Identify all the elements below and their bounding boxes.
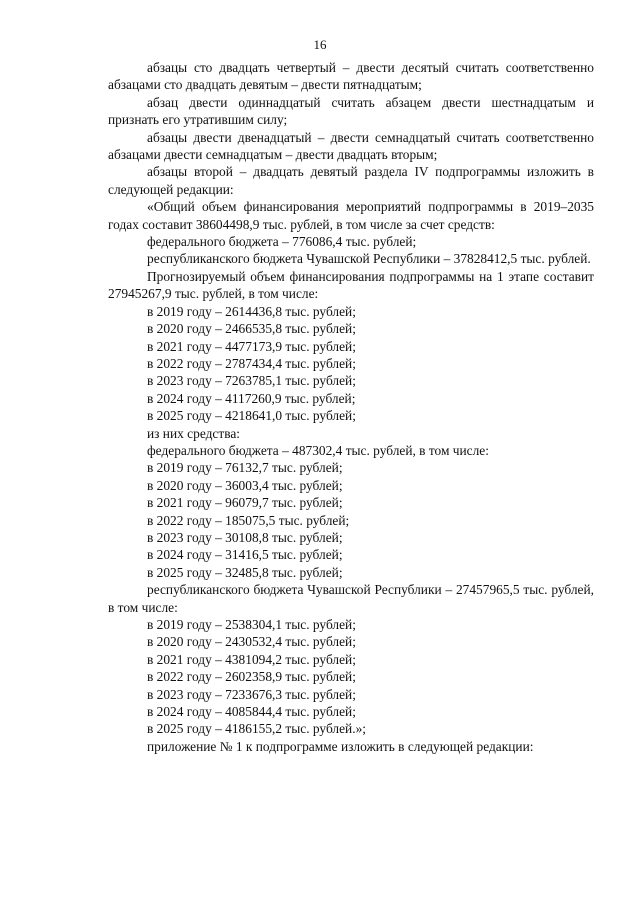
paragraph: абзацы двести двенадцатый – двести семнадцатый считать соответственно абзацами двести семнадцатым – двести двадцать вторым; [108, 129, 594, 163]
paragraph: в 2020 году – 36003,4 тыс. рублей; [147, 477, 343, 493]
paragraph: абзац двести одиннадцатый считать абзацем двести шестнадцатым и признать его утратившим силу; [108, 94, 594, 128]
paragraph: в 2019 году – 2614436,8 тыс. рублей; [147, 303, 356, 319]
paragraph: в 2022 году – 2602358,9 тыс. рублей; [147, 669, 356, 685]
paragraph: «Общий объем финансирования мероприятий подпрограммы в 2019–2035 годах составит 38604498,9 тыс. рублей, в том числе за счет средств: [108, 199, 594, 232]
paragraph: в 2019 году – 76132,7 тыс. рублей; [147, 460, 343, 476]
paragraph: республиканского бюджета Чувашской Республики – 37828412,5 тыс. рублей. [147, 251, 591, 267]
page-number: 16 [313, 37, 327, 52]
paragraph: в 2024 году – 31416,5 тыс. рублей; [147, 547, 343, 563]
paragraph: в 2021 году – 96079,7 тыс. рублей; [147, 495, 343, 511]
paragraph: в 2020 году – 2430532,4 тыс. рублей; [147, 634, 356, 650]
paragraph: в 2023 году – 30108,8 тыс. рублей; [147, 529, 343, 545]
paragraph: в 2020 году – 2466535,8 тыс. рублей; [147, 321, 356, 337]
paragraph: в 2021 году – 4381094,2 тыс. рублей; [147, 651, 356, 667]
paragraph: в 2025 году – 4186155,2 тыс. рублей.»; [147, 721, 366, 737]
paragraph: в 2025 году – 32485,8 тыс. рублей; [147, 564, 343, 580]
paragraph: федерального бюджета – 487302,4 тыс. рублей, в том числе: [147, 442, 489, 458]
paragraph: из них средства: [147, 425, 241, 441]
paragraph: в 2023 году – 7263785,1 тыс. рублей; [147, 373, 356, 389]
paragraph: в 2024 году – 4117260,9 тыс. рублей; [147, 390, 356, 406]
paragraph: в 2025 году – 4218641,0 тыс. рублей; [147, 408, 356, 424]
paragraph: приложение № 1 к подпрограмме изложить в следующей редакции: [147, 738, 534, 754]
paragraph: абзацы второй – двадцать девятый раздела IV подпрограммы изложить в следующей редакции: [108, 164, 594, 197]
document-body [108, 59, 594, 755]
paragraph: Прогнозируемый объем финансирования подпрограммы на 1 этапе составит 27945267,9 тыс. рублей, в том числе: [108, 268, 594, 302]
paragraph: в 2023 году – 7233676,3 тыс. рублей; [147, 686, 356, 702]
paragraph: федерального бюджета – 776086,4 тыс. рублей; [147, 234, 417, 250]
paragraph: в 2019 году – 2538304,1 тыс. рублей; [147, 617, 356, 632]
paragraph: в 2022 году – 2787434,4 тыс. рублей; [147, 355, 356, 371]
paragraph: в 2021 году – 4477173,9 тыс. рублей; [147, 338, 356, 354]
paragraph: в 2024 году – 4085844,4 тыс. рублей; [147, 704, 356, 720]
paragraph: республиканского бюджета Чувашской Республики – 27457965,5 тыс. рублей, в том числе: [108, 582, 594, 615]
paragraph: в 2022 году – 185075,5 тыс. рублей; [147, 512, 350, 528]
paragraph: абзацы сто двадцать четвертый – двести десятый считать соответственно абзацами сто двадцать девятым – двести пятнадцатым; [108, 60, 594, 93]
